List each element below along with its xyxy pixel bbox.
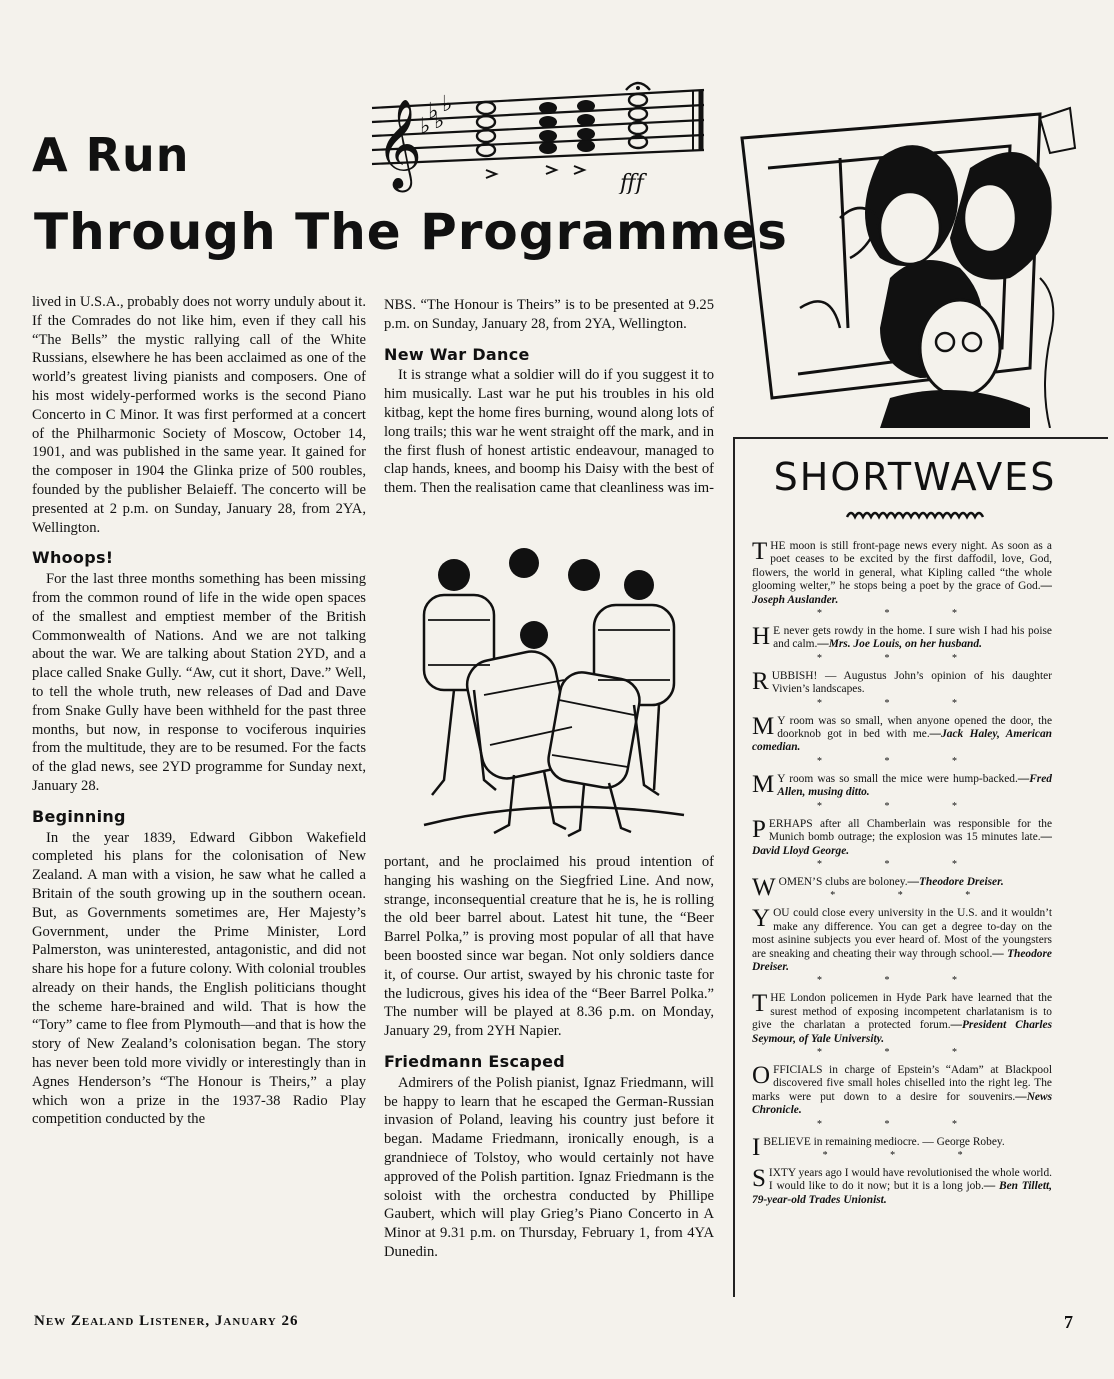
star-separator: * * *	[817, 1046, 987, 1058]
col2-paragraph-4: Admirers of the Polish pianist, Ignaz Friedmann, will be happy to learn that he escaped the German-Russian invasion of Poland, leaving his country just before it began. Madame Friedmann, ironically enough, is a grandniece of Tolstoy, who would certainly not have approved of the Polish partition. Ignaz Friedmann is the soloist with the orchestra conducted by Phillipe Gaubert, which will play Grieg’s Piano Concerto in A Minor at 9.31 p.m. on Thursday, February 1, from 4YA Dunedin.	[384, 1074, 714, 1260]
drop-cap: Y	[752, 905, 771, 933]
shortwave-quote	[752, 770, 1052, 800]
col2-paragraph-2: It is strange what a soldier will do if you suggest it to him musically. Last war he put his troubles in his old kitbag, kept the home fires burning, wound along lots of long trails; this war he went straight off the mark, and in the first flush of honest artistic endeavour, managed to clap hands, knees, and boomp his Daisy with the best of them. Then the realisation came that cleanliness was im-	[384, 367, 715, 497]
dynamic-marking: fff	[620, 171, 644, 194]
musical-staff-illustration	[368, 78, 708, 194]
quote-lead: IXTY	[768, 1167, 796, 1179]
quote-attribution: —Jack Haley, American comedian.	[752, 728, 1052, 754]
page-number: 7	[1064, 1312, 1073, 1332]
star-separator: * * *	[817, 1118, 987, 1130]
star-separator: * * *	[822, 1150, 993, 1161]
quote-text: London policemen in Hyde Park have learned that the surest method of exposing incompetent charlatanism is to give the charlatan a protected forum.	[752, 992, 1052, 1032]
heading-beginning: Beginning	[32, 806, 126, 826]
quote-attribution: —Joseph Auslander.	[752, 580, 1052, 606]
star-separator: * * *	[817, 755, 987, 767]
quote-text: years ago I would have revolutionised the whole world. I would like to do it now; but it is a long job.	[768, 1167, 1052, 1193]
star-separator: * * *	[830, 890, 1001, 902]
star-separator: * * *	[817, 800, 987, 812]
quote-attribution: —News Chronicle.	[752, 1090, 1052, 1117]
quote-attribution: — Ben Tillett, 79-year-old Trades Unionist.	[752, 1180, 1052, 1206]
shortwaves-title: SHORTWAVES	[773, 455, 1057, 499]
star-separator: * * *	[817, 652, 987, 664]
quote-text: — Augustus John’s opinion of his daughter Vivien’s landscapes.	[771, 669, 1052, 696]
quote-attribution: —David Lloyd George.	[752, 831, 1052, 857]
quote-attribution: — Theodore Dreiser.	[752, 947, 1052, 973]
drop-cap: P	[752, 815, 766, 843]
article-column-2-top	[384, 296, 714, 498]
quote-lead: ERHAPS	[768, 817, 813, 830]
shortwave-quote	[752, 1167, 1052, 1207]
col2-paragraph-3: portant, and he proclaimed his proud intention of hanging his washing on the Siegfried Line. And now, strange, inconsequential creature that he is, he is rolling the old beer barrel about. Latest hit tune, the “Beer Barrel Polka,” is proving most popular of all that have been boosted since war began. Not only soldiers dance it, of course. Our artist, swayed by his chronic taste for the ludicrous, gives his idea of the “Beer Barrel Polka.” The number will be played at 8.36 p.m. on Monday, January 29, from 2YH Napier.	[384, 854, 714, 1040]
quote-text: moon is still front-page news every night. As soon as a poet ceases to be excited by the first daffodil, love, God, flowers, the world in general, what Kipling called “the whole glooming welter,” he stops being a poet by the grace of God.	[752, 540, 1052, 593]
svg-text:♭: ♭	[442, 92, 453, 117]
drop-cap: M	[752, 712, 775, 740]
drop-cap: T	[752, 990, 768, 1018]
treble-clef-icon: 𝄞	[376, 99, 423, 189]
shortwave-quote	[752, 815, 1052, 858]
col1-paragraph-3: In the year 1839, Edward Gibbon Wakefield completed his plans for the colonisation of New Zealand. A man with a vision, he saw what he called a Britain of the south growing up in the southern ocean. But, as Governments sometimes are, Her Majesty’s Government, under the Prime Minister, Lord Palmerston, was uninterested, antagonistic, and did not share his hope for a future colony. With colonial troubles already on their hands, the English politicians thought the scheme hare-brained and wild. That is how the “Tory” came to flee from Plymouth—and that is how the story of New Zealand’s colonisation began. The story has never been told more vividly or interestingly than in Agnes Henderson’s “The Honour is Theirs,” a play which won a prize in the 1937-38 Radio Play competition conducted by the	[32, 829, 366, 1128]
quote-attribution: —Mrs. Joe Louis, on her husband.	[817, 638, 982, 651]
quote-lead: FFICIALS	[773, 1063, 823, 1076]
shortwave-quote	[752, 907, 1052, 974]
quote-text: in charge of Epstein’s “Adam” at Blackpool discovered five small holes chiselled into the right leg. The marks were put down to a desire for souvenirs.	[752, 1063, 1052, 1103]
shortwave-quote	[752, 1133, 1052, 1161]
col2-paragraph-1: NBS. “The Honour is Theirs” is to be presented at 9.25 p.m. on Sunday, January 28, from 2YA, Wellington.	[384, 297, 714, 332]
quote-attribution: —President Charles Seymour, of Yale University.	[752, 1019, 1052, 1045]
quote-attribution: —Fred Allen, musing ditto.	[777, 772, 1052, 799]
shortwaves-rule	[734, 437, 1108, 439]
quote-text: could close every university in the U.S. and it wouldn’t make any difference. You can get a degree to-day on the most asinine subjects you ever heard of. Most of the youngsters are sneaking and cheating their way through school.	[752, 907, 1052, 960]
quote-text: never gets rowdy in the home. I sure wish I had his poise and calm.	[773, 625, 1052, 651]
drop-cap: I	[752, 1133, 761, 1161]
article-column-2-bottom	[384, 853, 714, 1262]
quote-text: room was so small the mice were hump-backed.	[785, 772, 1018, 785]
drop-cap: O	[752, 1061, 771, 1089]
heading-whoops: Whoops!	[32, 548, 114, 568]
star-separator: * * *	[817, 697, 987, 709]
quote-lead: HE	[770, 992, 786, 1005]
col1-paragraph-1: lived in U.S.A., probably does not worry unduly about it. If the Comrades do not like him, even if they call his “The Bells” the mystic rallying call of the White Russians, elsewhere he has been acclaimed as one of the world’s greatest living pianists and composers. One of his most widely-performed works is the second Piano Concerto in C Minor. It was first performed at a concert of the Philharmonic Society of Moscow, October 14, 1901, and was published in the same year. It gained for the composer in 1904 the Glinka prize of 500 roubles, founded by the publisher Belaieff. The concerto will be presented at 2 p.m. on Sunday, January 28, from 2YA, Wellington.	[32, 294, 367, 536]
svg-text:♭: ♭	[420, 114, 431, 139]
drop-cap: T	[752, 538, 768, 565]
shortwave-quote	[752, 712, 1052, 755]
quote-lead: HE	[770, 540, 786, 552]
barrel-dancers-illustration	[394, 535, 704, 850]
star-separator: * * *	[817, 608, 987, 620]
drop-cap: S	[752, 1165, 766, 1192]
drop-cap: R	[752, 667, 769, 695]
shortwave-quote	[752, 540, 1052, 607]
quote-lead: BELIEVE	[763, 1135, 811, 1148]
drop-cap: W	[752, 873, 776, 901]
drop-cap: H	[752, 623, 771, 651]
quote-text: in remaining mediocre. — George Robey.	[810, 1135, 1005, 1148]
quote-attribution: —Theodore Dreiser.	[907, 875, 1004, 888]
article-column-1	[32, 293, 366, 1129]
quote-lead: UBBISH!	[771, 669, 818, 682]
quote-lead: OMEN’S	[778, 875, 823, 888]
drop-cap: M	[752, 770, 775, 798]
shortwave-quote	[752, 873, 1052, 901]
quote-lead: Y	[777, 714, 786, 727]
quote-lead: OU	[773, 907, 790, 920]
shortwaves-border	[733, 437, 735, 1297]
quote-lead: E	[773, 625, 781, 638]
footer-publication: New Zealand Listener, January 26	[34, 1313, 299, 1329]
svg-text:♭: ♭	[434, 109, 445, 134]
heading-new-war-dance: New War Dance	[384, 344, 530, 364]
star-separator: * * *	[817, 858, 987, 870]
shortwave-quote	[752, 625, 1052, 652]
quote-lead: Y	[777, 772, 786, 785]
col1-paragraph-2: For the last three months something has been missing from the common round of life in the wide open spaces of the smallest and emptiest member of the British Commonwealth of Nations. And we are not talking about the war. We are talking about Station 2YD, and a place called Snake Gully. “Aw, cut it short, Dave.” Well, to tell the whole truth, new releases of Dad and Dave from Snake Gully have been withheld for the past three months, but now, in response to vociferous inquiries from the multitude, they are to be resumed. For the facts of the glad news, see 2YD programme for Sunday next, January 28.	[32, 571, 366, 794]
heading-friedmann-escaped: Friedmann Escaped	[384, 1051, 565, 1071]
caricature-portraits-illustration	[740, 98, 1082, 428]
shortwave-quote	[752, 992, 1052, 1046]
quote-text: clubs are boloney.	[822, 875, 908, 888]
svg-text:♭: ♭	[428, 99, 439, 124]
page-title-line2: Through The Programmes	[34, 203, 788, 261]
shortwave-quote	[752, 1061, 1052, 1118]
quote-text: after all Chamberlain was responsible for the Munich bomb outrage; the explosion was 15 minutes late.	[768, 817, 1052, 844]
shortwave-quote	[752, 667, 1052, 697]
quote-text: room was so small, when anyone opened the door, the doorknob got in bed with me.	[777, 714, 1052, 741]
shortwaves-list	[752, 540, 1052, 1207]
star-separator: * * *	[817, 975, 987, 987]
wave-ornament-icon	[845, 508, 985, 522]
page-title-line1: A Run	[32, 128, 190, 182]
